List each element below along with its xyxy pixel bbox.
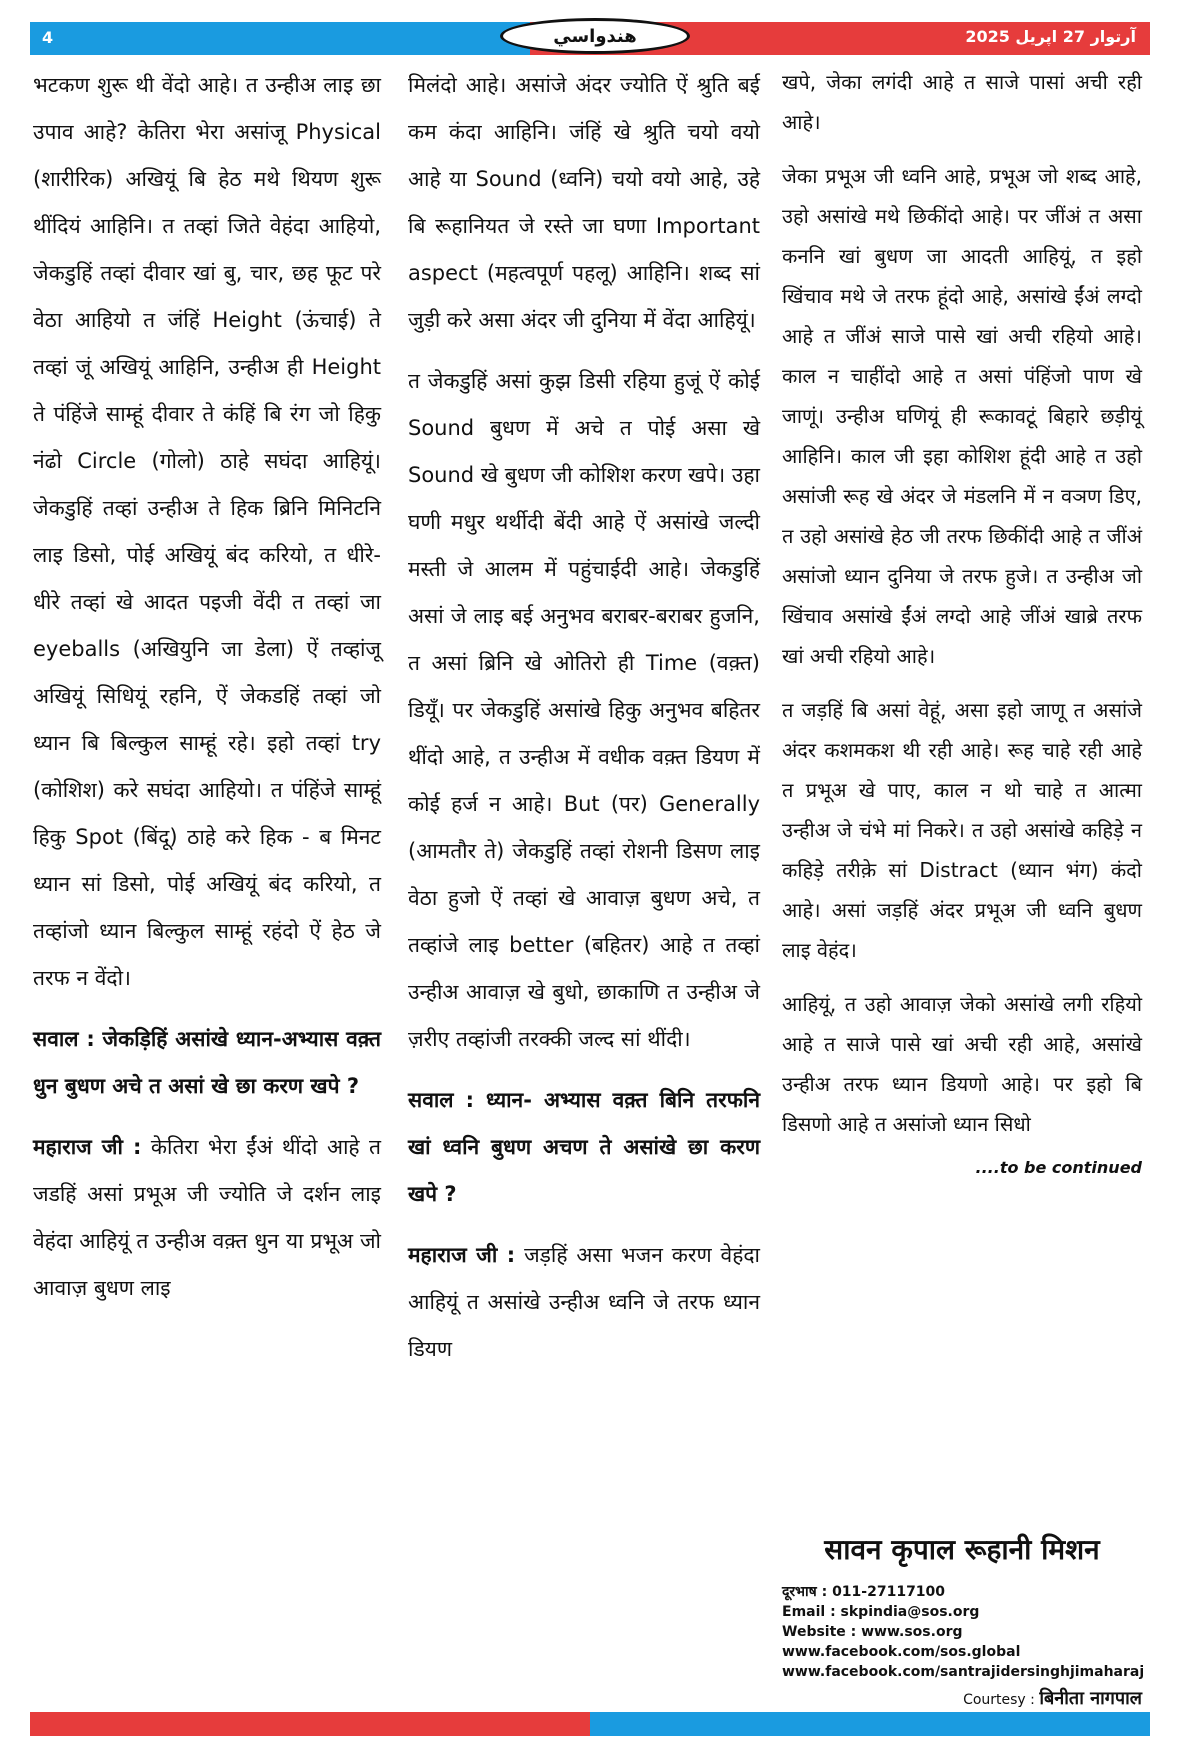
- col3-paragraph-2: जेका प्रभूअ जी ध्वनि आहे, प्रभूअ जो शब्द आहे, उहो असांखे मथे छिकींदो आहे। पर जींअं त असा कननि खां बुधण जा आदती आहियूं, त इहो खिंचाव मथे जे तरफ हूंदो आहे, असांखे ईंअं लग्दो आहे त जींअं साजे पासे खां अची रहियो आहे। काल न चाहींदो आहे त असां पंहिंजो पाण खे जाणूं। उन्हीअ घणियूं ही रूकावटूं बिहारे छड़ीयूं आहिनि। काल जी इहा कोशिश हूंदी आहे त उहो असांजी रूह खे अंदर जे मंडलनि में न वञण डिए, त उहो असांखे हेठ जी तरफ छिकींदी आहे त जींअं असांजो ध्यान दुनिया जे तरफ हुजे। त उन्हीअ जो खिंचाव असांखे ईंअं लग्दो आहे जींअं खाब्रे तरफ खां अची रहियो आहे।: [782, 164, 1142, 668]
- col2-answer: [408, 1232, 760, 1373]
- col1-answer-text: केतिरा भेरा ईंअं थींदो आहे त जडहिं असां प्रभूअ जी ज्योति जे दर्शन लाइ वेहंदा आहियूं त उन्हीअ वक़्त धुन या प्रभूअ जो आवाज़ बुधण लाइ: [33, 1135, 381, 1300]
- answer-label: महाराज जी :: [408, 1243, 516, 1267]
- phone: दूरभाष : 011-27117100: [782, 1584, 946, 1600]
- col1-answer: [33, 1124, 381, 1312]
- website-link[interactable]: Website : www.sos.org: [782, 1624, 963, 1640]
- bottom-bar: [30, 1712, 1150, 1736]
- col2-paragraph-1: मिलंदो आहे। असांजे अंदर ज्योति ऐं श्रुति बई कम कंदा आहिनि। जंहिं खे श्रुति चयो वयो आहे या Sound (ध्वनि) चयो वयो आहे, उहे बि रूहानियत जे रस्ते जा घणा Important aspect (महत्वपूर्ण पहलू) आहिनि। शब्द सां जुड़ी करे असा अंदर जी दुनिया में वेंदा आहियूं।: [408, 73, 760, 332]
- masthead-logo: هندواسي: [500, 18, 690, 54]
- answer-label: महाराज जी :: [33, 1135, 142, 1159]
- bottom-red-band: [30, 1712, 590, 1736]
- bottom-blue-band: [590, 1712, 1150, 1736]
- col2-question: सवाल : ध्यान- अभ्यास वक़्त बिनि तरफनि खां ध्वनि बुधण अचण ते असांखे छा करण खपे ?: [408, 1088, 760, 1206]
- email: Email : skpindia@sos.org: [782, 1604, 980, 1620]
- col2-answer-text: जड़हिं असा भजन करण वेहंदा आहियूं त असांखे उन्हीअ ध्वनि जे तरफ ध्यान डियण: [408, 1243, 760, 1361]
- mission-info: [782, 1530, 1145, 1710]
- courtesy-label: Courtesy :: [963, 1692, 1035, 1708]
- col1-paragraph-1: भटकण शुरू थी वेंदो आहे। त उन्हीअ लाइ छा उपाव आहे? केतिरा भेरा असांजू Physical (शारीरिक) अखियूं बि हेठ मथे थियण शुरू थींदियं आहिनि। त तव्हां जिते वेहंदा आहियो, जेकडुहिं तव्हां दीवार खां बु, चार, छह फूट परे वेठा आहियो त जंहिं Height (ऊंचाई) ते तव्हां जूं अखियूं आहिनि, उन्हीअ ही Height ते पंहिंजे साम्हूं दीवार ते कंहिं बि रंग जो हिकु नंढो Circle (गोलो) ठाहे सघंदा आहियूं। जेकडुहिं तव्हां उन्हीअ ते हिक ब्रिनि मिनिटनि लाइ डिसो, पोई अखियूं बंद करियो, त धीरे-धीरे तव्हां खे आदत पइजी वेंदी त तव्हां जा eyeballs (अखियुनि जा डेला) ऐं तव्हांजू अखियूं सिधियूं रहनि, ऐं जेकडहिं तव्हां जो ध्यान बि बिल्कुल साम्हूं रहे। इहो तव्हां try (कोशिश) करे सघंदा आहियो। त पंहिंजे साम्हूं हिकु Spot (बिंदू) ठाहे करे हिक - ब मिनट ध्यान सां डिसो, पोई अखियूं बंद करियो, त तव्हांजो ध्यान बिल्कुल साम्हूं रहंदो ऐं हेठ जे तरफ न वेंदो।: [33, 73, 381, 990]
- mission-title: सावन कृपाल रूहानी मिशन: [824, 1533, 1100, 1566]
- issue-date: آرتوار 27 اپريل 2025: [965, 27, 1136, 46]
- page-number: 4: [42, 28, 54, 47]
- column-3: [782, 62, 1142, 1177]
- page-header: [30, 22, 1150, 55]
- column-1: [33, 62, 381, 1326]
- courtesy-name: बिनीता नागपाल: [1039, 1688, 1142, 1709]
- header-blue-band: [30, 22, 530, 55]
- col3-paragraph-1: खपे, जेका लगंदी आहे त साजे पासां अची रही आहे।: [782, 70, 1142, 134]
- col3-paragraph-3: त जड़हिं बि असां वेहूं, असा इहो जाणू त असांजे अंदर कशमकश थी रही आहे। रूह चाहे रही आहे त प्रभूअ खे पाए, काल न थो चाहे त आत्मा उन्हीअ जे चंभे मां निकरे। त उहो असांखे कहिड़े न कहिड़े तरीक़े सां Distract (ध्यान भंग) कंदो आहे। असां जड़हिं अंदर प्रभूअ जी ध्वनि बुधण लाइ वेहंद।: [782, 698, 1142, 962]
- column-2: [408, 62, 760, 1387]
- facebook-link-1[interactable]: www.facebook.com/sos.global: [782, 1644, 1021, 1660]
- col1-question: सवाल : जेकड़िहिं असांखे ध्यान-अभ्यास वक़्त धुन बुधण अचे त असां खे छा करण खपे ?: [33, 1027, 381, 1098]
- col3-paragraph-4: आहियूं, त उहो आवाज़ जेको असांखे लगी रहियो आहे त साजे पासे खां अची रही आहे, असांखे उन्हीअ तरफ ध्यान डियणो आहे। पर इहो बि डिसणो आहे त असांजो ध्यान सिधो: [782, 992, 1142, 1136]
- col2-paragraph-2: त जेकडुहिं असां कुझ डिसी रहिया हुजूं ऐं कोई Sound बुधण में अचे त पोई असा खे Sound खे बुधण जी कोशिश करण खपे। उहा घणी मधुर थर्थीदी बेंदी आहे ऐं असांखे जल्दी मस्ती जे आलम में पहुंचाईदी आहे। जेकडुहिं असां जे लाइ बई अनुभव बराबर-बराबर हुजनि, त असां ब्रिनि खे ओतिरो ही Time (वक़्त) डियूँ। पर जेकडुहिं असांखे हिकु अनुभव बहितर थींदो आहे, त उन्हीअ में वधीक वक़्त डियण में कोई हर्ज न आहे। But (पर) Generally (आमतौर ते) जेकडुहिं तव्हां रोशनी डिसण लाइ वेठा हुजो ऐं तव्हां खे आवाज़ बुधण अचे, त तव्हांजे लाइ better (बहितर) आहे त तव्हां उन्हीअ आवाज़ खे बुधो, छाकाणि त उन्हीअ जे ज़रीए तव्हांजी तरक्की जल्द सां थींदी।: [408, 369, 760, 1051]
- contact-block: [782, 1582, 1145, 1682]
- to-be-continued: ....to be continued: [975, 1158, 1142, 1177]
- courtesy: [782, 1686, 1142, 1710]
- facebook-link-2[interactable]: www.facebook.com/santrajidersinghjimaharaj: [782, 1664, 1145, 1680]
